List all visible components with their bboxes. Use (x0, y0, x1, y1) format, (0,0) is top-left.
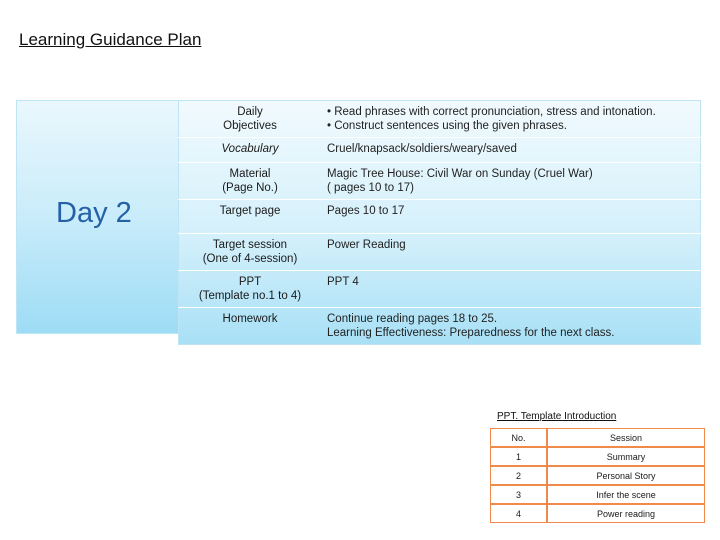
label-line: Vocabulary (221, 143, 279, 155)
plan-value-target-session (321, 234, 701, 271)
plan-row-homework (179, 308, 701, 345)
ppt-header-no: No. (490, 428, 547, 447)
label-line: Homework (222, 313, 278, 325)
plan-value-material (321, 163, 701, 200)
ppt-cell-session: Infer the scene (547, 485, 705, 504)
ppt-cell-no: 3 (490, 485, 547, 504)
plan-value-vocabulary (321, 138, 701, 163)
value-line: • Read phrases with correct pronunciation, stress and intonation. (327, 106, 656, 118)
plan-value-ppt (321, 271, 701, 308)
plan-row-target-session (179, 234, 701, 271)
ppt-template-title: PPT. Template Introduction (497, 411, 617, 422)
label-line: Target session (212, 239, 288, 251)
ppt-cell-session: Personal Story (547, 466, 705, 485)
plan-label-objectives (179, 101, 322, 138)
label-line: PPT (238, 276, 262, 288)
day-label: Day 2 (56, 197, 132, 229)
ppt-cell-session: Power reading (547, 504, 705, 523)
value-line: Pages 10 to 17 (327, 205, 405, 217)
ppt-row (490, 466, 705, 485)
value-line: ( pages 10 to 17) (327, 182, 414, 194)
plan-value-homework (321, 308, 701, 345)
ppt-header-row (490, 428, 705, 447)
lesson-plan-table (178, 100, 701, 345)
label-line: Daily (237, 106, 263, 118)
value-line: • Construct sentences using the given phrases. (327, 120, 567, 132)
value-line: Power Reading (327, 239, 406, 251)
plan-label-target-page (179, 200, 322, 234)
value-line: Magic Tree House: Civil War on Sunday (Cruel War) (327, 168, 593, 180)
label-line: Material (229, 168, 271, 180)
plan-row-ppt (179, 271, 701, 308)
ppt-template-table (490, 428, 705, 523)
ppt-cell-no: 1 (490, 447, 547, 466)
plan-value-objectives (321, 101, 701, 138)
page-title: Learning Guidance Plan (19, 30, 202, 49)
label-line: (One of 4-session) (202, 253, 298, 265)
value-line: Cruel/knapsack/soldiers/weary/saved (327, 143, 517, 155)
label-line: (Template no.1 to 4) (198, 290, 302, 302)
plan-label-material (179, 163, 322, 200)
plan-label-vocabulary (179, 138, 322, 163)
ppt-row (490, 485, 705, 504)
plan-row-objectives (179, 101, 701, 138)
plan-value-target-page (321, 200, 701, 234)
value-line: Learning Effectiveness: Preparedness for the next class. (327, 327, 615, 339)
label-line: Objectives (223, 120, 277, 132)
ppt-cell-no: 4 (490, 504, 547, 523)
plan-label-target-session (179, 234, 322, 271)
ppt-cell-session: Summary (547, 447, 705, 466)
label-line: (Page No.) (222, 182, 278, 194)
plan-label-homework (179, 308, 322, 345)
value-line: Continue reading pages 18 to 25. (327, 313, 498, 325)
ppt-cell-no: 2 (490, 466, 547, 485)
ppt-row (490, 504, 705, 523)
plan-row-material (179, 163, 701, 200)
plan-row-target-page (179, 200, 701, 234)
plan-row-vocabulary (179, 138, 701, 163)
value-line: PPT 4 (327, 276, 359, 288)
ppt-row (490, 447, 705, 466)
label-line: Target page (219, 205, 281, 217)
plan-label-ppt (179, 271, 322, 308)
ppt-header-session: Session (547, 428, 705, 447)
